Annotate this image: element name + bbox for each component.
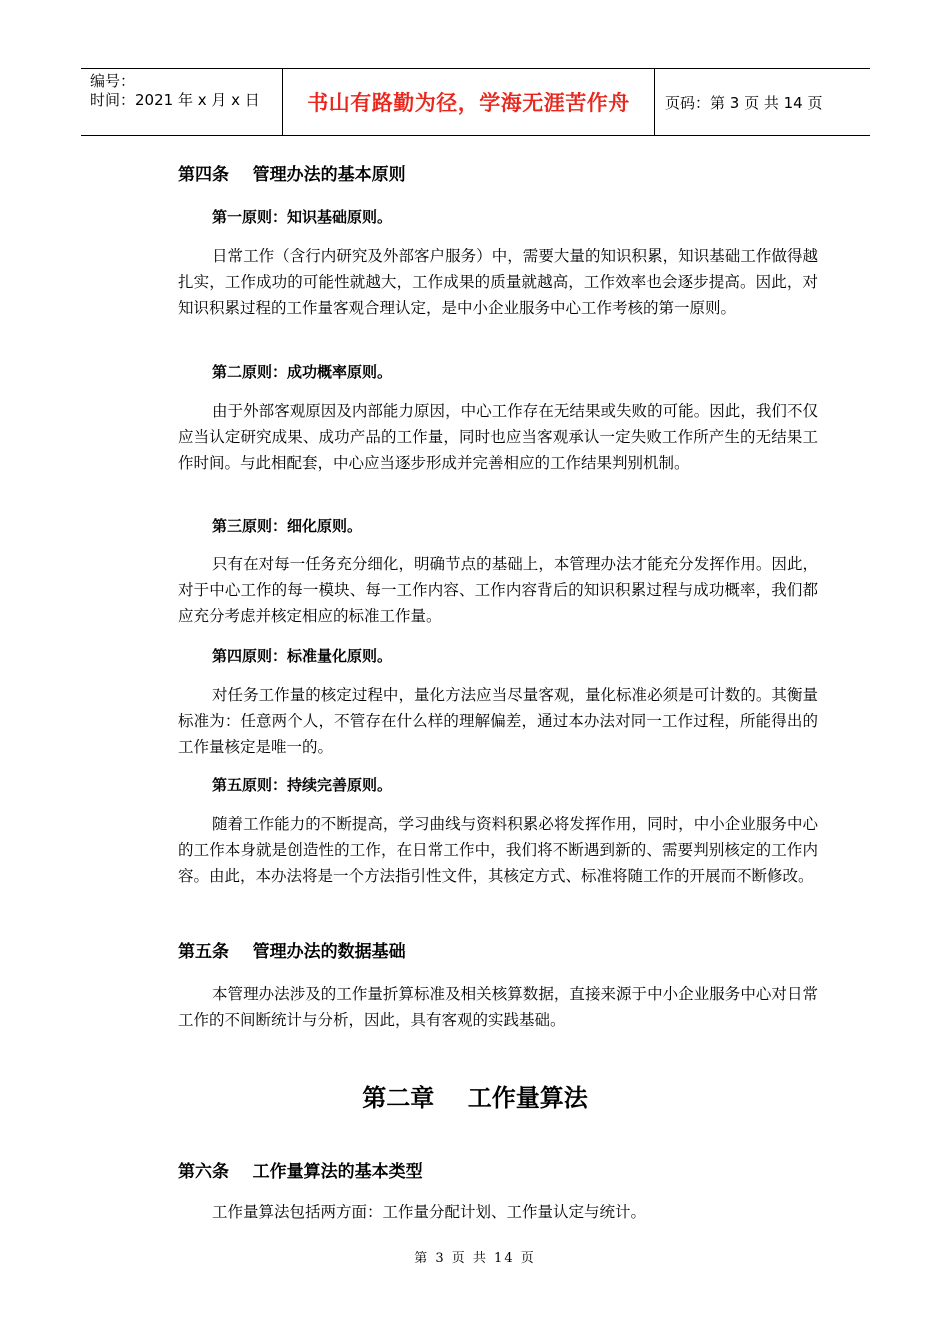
header-motto: 书山有路勤为径，学海无涯苦作舟 (282, 69, 655, 135)
time-label: 时间：2021 年 x 月 x 日 (90, 91, 260, 109)
principle-1-title: 第一原则：知识基础原则。 (212, 208, 393, 226)
principle-4-text: 对任务工作量的核定过程中，量化方法应当尽量客观，量化标准必须是可计数的。其衡量标准为：任意两个人，不管存在什么样的理解偏差，通过本办法对同一工作过程，所能得出的工作量核定是唯一的。 (178, 686, 818, 756)
number-label: 编号： (90, 72, 136, 90)
article-6-title: 第六条 工作量算法的基本类型 (178, 1162, 423, 1182)
article-4-title: 第四条 管理办法的基本原则 (178, 165, 406, 185)
header-page-info: 页码：第 3 页 共 14 页 (665, 93, 823, 112)
document-header (81, 68, 870, 136)
principle-3-text: 只有在对每一任务充分细化，明确节点的基础上，本管理办法才能充分发挥作用。因此，对于中心工作的每一模块、每一工作内容、工作内容背后的知识积累过程与成功概率，我们都应充分考虑并核定相应的标准工作量。 (178, 555, 818, 625)
chapter-2-title: 第二章 工作量算法 (362, 1084, 588, 1112)
principle-5-text: 随着工作能力的不断提高，学习曲线与资料积累必将发挥作用，同时，中小企业服务中心的工作本身就是创造性的工作，在日常工作中，我们将不断遇到新的、需要判别核定的工作内容。由此，本办法将是一个方法指引性文件，其核定方式、标准将随工作的开展而不断修改。 (178, 815, 818, 885)
principle-3-title: 第三原则：细化原则。 (212, 517, 363, 535)
article-5-text: 本管理办法涉及的工作量折算标准及相关核算数据，直接来源于中小企业服务中心对日常工作的不间断统计与分析，因此，具有客观的实践基础。 (178, 985, 818, 1029)
article-5-title: 第五条 管理办法的数据基础 (178, 942, 406, 962)
principle-5-title: 第五原则：持续完善原则。 (212, 776, 393, 794)
header-meta (81, 69, 282, 135)
principle-4-title: 第四原则：标准量化原则。 (212, 647, 393, 665)
principle-2-title: 第二原则：成功概率原则。 (212, 363, 393, 381)
page-footer: 第 3 页 共 14 页 (414, 1251, 536, 1266)
article-6-text: 工作量算法包括两方面：工作量分配计划、工作量认定与统计。 (212, 1203, 647, 1221)
principle-2-text: 由于外部客观原因及内部能力原因，中心工作存在无结果或失败的可能。因此，我们不仅应当认定研究成果、成功产品的工作量，同时也应当客观承认一定失败工作所产生的无结果工作时间。与此相配套，中心应当逐步形成并完善相应的工作结果判别机制。 (178, 402, 818, 472)
principle-1-text: 日常工作（含行内研究及外部客户服务）中，需要大量的知识积累，知识基础工作做得越扎实，工作成功的可能性就越大，工作成果的质量就越高，工作效率也会逐步提高。因此，对知识积累过程的工作量客观合理认定，是中小企业服务中心工作考核的第一原则。 (178, 247, 818, 317)
